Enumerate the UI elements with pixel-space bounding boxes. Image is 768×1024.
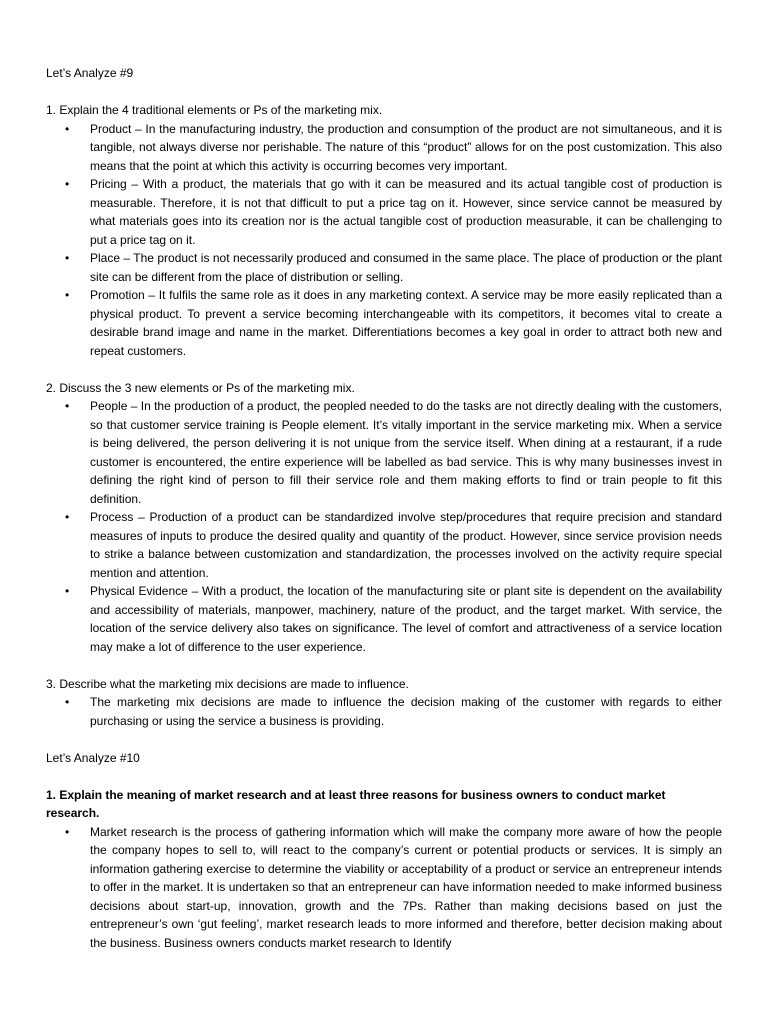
question-1-market-research: 1. Explain the meaning of market research and at least three reasons for business owners to conduct market research. — [46, 787, 666, 820]
list-item-text: Pricing – With a product, the materials that go with it can be measured and its actual tangible cost of production is measurable. Therefore, it is not that difficult to put a price tag on it. However, since service cannot be measured by what materials goes into its creation nor is the actual tangible cost of production measurable, it can be challenging to put a price tag on it. — [90, 177, 722, 247]
bullet-icon: • — [65, 121, 70, 136]
list-item-physical-evidence — [46, 582, 722, 656]
list-item-text: Physical Evidence – With a product, the location of the manufacturing site or plant site is dependent on the availability and accessibility of materials, manpower, machinery, nature of the product, and the target market. With service, the location of the service delivery also takes on significance. The level of comfort and attractiveness of a service location may make a lot of difference to the user experience. — [90, 584, 722, 654]
list-item-text: People – In the production of a product, the peopled needed to do the tasks are not directly dealing with the customers, so that customer service training is People element. It’s vitally important in the service marketing mix. When a service is being delivered, the person delivering it is not unique from the service itself. When dining at a restaurant, if a rude customer is encountered, the entire experience will be labelled as bad service. This is why many businesses invest in defining the right kind of person to fill their service role and them making efforts to find or train people to fit this definition. — [90, 399, 722, 506]
section-heading-analyze-10: Let’s Analyze #10 — [46, 750, 140, 765]
bullet-icon: • — [65, 288, 70, 302]
bullet-icon: • — [65, 399, 70, 413]
list-item-people — [46, 397, 722, 508]
question-2-new-ps: 2. Discuss the 3 new elements or Ps of the marketing mix. — [46, 380, 355, 395]
list-item-text: Product – In the manufacturing industry, the production and consumption of the product are not simultaneous, and it is tangible, not always diverse nor perishable. The nature of this “product” allows for on the post customization. This also means that the point at which this activity is occurring becomes very important. — [90, 121, 722, 173]
bullet-list-influence — [46, 693, 722, 730]
list-item-text: Place – The product is not necessarily produced and consumed in the same place. The place of production or the plant site can be different from the place of distribution or selling. — [90, 251, 722, 284]
question-1-four-ps: 1. Explain the 4 traditional elements or Ps of the marketing mix. — [46, 103, 383, 117]
bullet-list-four-ps — [46, 120, 722, 361]
list-item-text: Promotion – It fulfils the same role as it does in any marketing context. A service may be more easily replicated than a physical product. To prevent a service becoming interchangeable with its competitors, it becomes vital to create a desirable brand image and name in the market. Differentiations becomes a key goal in order to attract both new and repeat customers. — [90, 288, 722, 358]
list-item-process — [46, 508, 722, 582]
list-item-text: Process – Production of a product can be standardized involve step/procedures that require precision and standard measures of inputs to produce the desired quality and quantity of the product. However, since service provision needs to strike a balance between customization and standardization, the processes involved on the activity require special mention and attention. — [90, 510, 722, 580]
list-item-pricing — [46, 175, 722, 249]
list-item-influence — [46, 693, 722, 730]
bullet-icon: • — [65, 251, 70, 265]
list-item-text: Market research is the process of gathering information which will make the company more aware of how the people the company hopes to sell to, will react to the company’s current or potential products or services. It is simply an information gathering exercise to determine the viability or acceptability of a product or service an entrepreneur intends to offer in the market. It is undertaken so that an entrepreneur can have information needed to make informed business decisions about start-up, innovation, growth and the 7Ps. Rather than making decisions based on just the entrepreneur’s own ‘gut feeling’, market research leads to more informed and therefore, better decision making about the business. Business owners conducts market research to Identify — [90, 824, 722, 950]
list-item-product — [46, 120, 722, 176]
bullet-icon: • — [65, 510, 70, 524]
list-item-place — [46, 249, 722, 286]
bullet-icon: • — [65, 177, 70, 191]
bullet-icon: • — [65, 584, 70, 598]
bullet-list-new-ps — [46, 397, 722, 656]
bullet-list-market-research — [46, 823, 722, 953]
bullet-icon: • — [65, 824, 70, 839]
list-item-market-research — [46, 823, 722, 953]
list-item-text: The marketing mix decisions are made to influence the decision making of the customer with regards to either purchasing or using the service a business is providing. — [90, 695, 722, 728]
bullet-icon: • — [65, 695, 70, 709]
question-3-influence: 3. Describe what the marketing mix decisions are made to influence. — [46, 676, 409, 691]
section-heading-analyze-9: Let’s Analyze #9 — [46, 66, 134, 80]
document-page — [46, 64, 722, 952]
list-item-promotion — [46, 286, 722, 360]
